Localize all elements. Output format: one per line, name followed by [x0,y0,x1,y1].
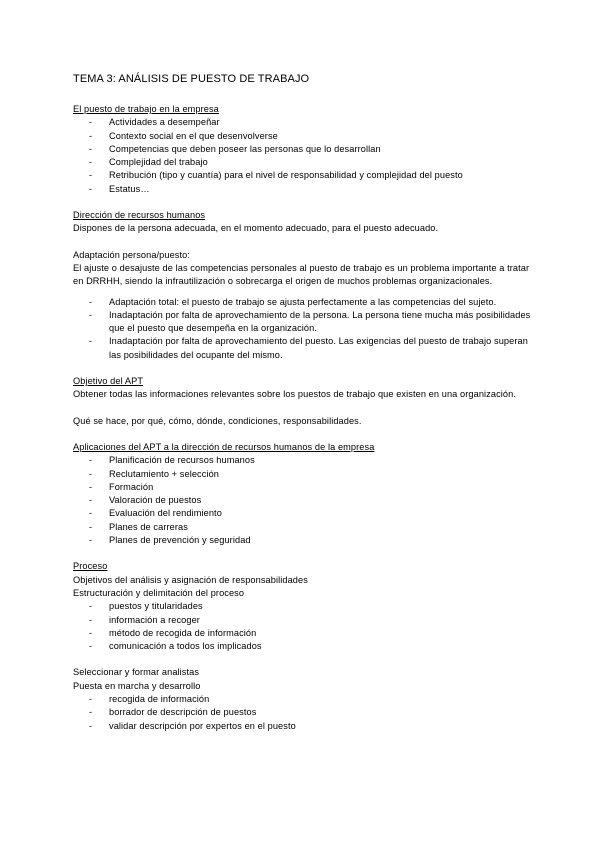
section-adaptacion [73,249,540,362]
dash-bullet: - [89,601,93,612]
section-heading: Proceso [73,561,108,572]
list-item [73,116,540,129]
list-item-text: información a recoger [109,614,200,625]
list-item [73,296,540,309]
list-item [73,640,540,653]
list-item-text: Adaptación total: el puesto de trabajo se ajusta perfectamente a las competencias del sujeto. [109,296,497,307]
paragraph: Obtener todas las informaciones relevantes sobre los puestos de trabajo que existen en una organización. [73,389,516,400]
list-item-text: método de recogida de información [109,627,257,638]
dash-bullet: - [89,117,93,128]
section-objetivo-apt [73,375,540,428]
list-item-text: Complejidad del trabajo [109,157,208,168]
list-item [73,481,540,494]
list-item [73,130,540,143]
dash-bullet: - [89,641,93,652]
dash-bullet: - [89,535,93,546]
list-item-text: Planes de carreras [109,521,188,532]
list-item [73,468,540,481]
paragraph: Qué se hace, por qué, cómo, dónde, condiciones, responsabilidades. [73,415,362,426]
dash-bullet: - [89,309,93,320]
spacer [73,428,540,441]
dash-bullet: - [89,495,93,506]
section-heading: Objetivo del APT [73,376,144,387]
dash-bullet: - [89,336,93,347]
list-item [73,521,540,534]
list-item-text: puestos y titularidades [109,601,203,612]
list-item-text: validar descripción por expertos en el puesto [109,720,296,731]
list-item [73,600,540,613]
section-proceso [73,560,540,733]
list-item [73,693,540,706]
paragraph: El ajuste o desajuste de las competencias personales al puesto de trabajo es un problema importante a tratar en DRRHH, siendo la infrautilización o sobrecarga el origen de muchos problemas organizacionales. [73,262,530,287]
list-item-text: Planificación de recursos humanos [109,455,255,466]
document-title: TEMA 3: ANÁLISIS DE PUESTO DE TRABAJO [73,73,310,85]
dash-bullet: - [89,170,93,181]
bullet-list [73,454,540,547]
list-item-text: Contexto social en el que desenvolverse [109,130,278,141]
list-item [73,534,540,547]
dash-bullet: - [89,157,93,168]
dash-bullet: - [89,693,93,704]
spacer [73,547,540,560]
list-item [73,143,540,156]
list-item-text: Retribución (tipo y cuantía) para el nivel de responsabilidad y complejidad del puesto [109,170,463,181]
list-item-text: Actividades a desempeñar [109,117,220,128]
list-item [73,454,540,467]
list-item [73,309,540,336]
list-item-text: comunicación a todos los implicados [109,641,262,652]
list-item-text: Evaluación del rendimiento [109,508,222,519]
process-step: Objetivos del análisis y asignación de responsabilidades [73,574,308,585]
spacer [73,289,540,296]
list-item [73,494,540,507]
list-item [73,169,540,182]
process-step: Puesta en marcha y desarrollo [73,680,201,691]
dash-bullet: - [89,455,93,466]
list-item-text: Inadaptación por falta de aprovechamiento del puesto. Las exigencias del puesto de trabajo superan las posibilidades del ocupante del mismo. [109,336,528,360]
spacer [73,196,540,209]
bullet-list [73,296,540,362]
section-heading: El puesto de trabajo en la empresa [73,104,219,114]
list-item [73,627,540,640]
dash-bullet: - [89,521,93,532]
section-label: Adaptación persona/puesto: [73,249,191,260]
section-puesto-empresa [73,103,540,196]
bullet-list [73,600,540,653]
spacer [73,402,540,415]
list-item-text: borrador de descripción de puestos [109,707,257,718]
dash-bullet: - [89,130,93,141]
spacer [73,236,540,249]
list-item-text: recogida de información [109,693,210,704]
list-item-text: Inadaptación por falta de aprovechamiento de la persona. La persona tiene mucha más posibilidades que el puesto que desempeña en la organización. [109,309,531,334]
list-item [73,156,540,169]
list-item [73,614,540,627]
list-item [73,183,540,196]
section-heading: Dirección de recursos humanos [73,210,206,221]
section-direccion-rrhh [73,209,540,236]
list-item-text: Formación [109,481,154,492]
dash-bullet: - [89,508,93,519]
dash-bullet: - [89,183,93,194]
list-item [73,706,540,719]
dash-bullet: - [89,296,93,307]
list-item-text: Competencias que deben poseer las personas que lo desarrollan [109,143,381,154]
list-item-text: Planes de prevención y seguridad [109,535,251,546]
list-item-text: Valoración de puestos [109,495,202,506]
dash-bullet: - [89,143,93,154]
paragraph: Dispones de la persona adecuada, en el momento adecuado, para el puesto adecuado. [73,223,439,234]
spacer [73,362,540,375]
list-item [73,720,540,733]
list-item [73,507,540,520]
list-item-text: Estatus… [109,183,150,194]
spacer [73,653,540,666]
list-item-text: Reclutamiento + selección [109,468,219,479]
process-step: Seleccionar y formar analistas [73,667,200,678]
dash-bullet: - [89,468,93,479]
bullet-list [73,116,540,196]
section-heading: Aplicaciones del APT a la dirección de recursos humanos de la empresa [73,441,375,452]
bullet-list [73,693,540,733]
dash-bullet: - [89,707,93,718]
dash-bullet: - [89,614,93,625]
dash-bullet: - [89,720,93,731]
dash-bullet: - [89,481,93,492]
dash-bullet: - [89,627,93,638]
process-step: Estructuración y delimitación del proceso [73,587,245,598]
list-item [73,335,540,362]
section-aplicaciones-apt [73,441,540,547]
